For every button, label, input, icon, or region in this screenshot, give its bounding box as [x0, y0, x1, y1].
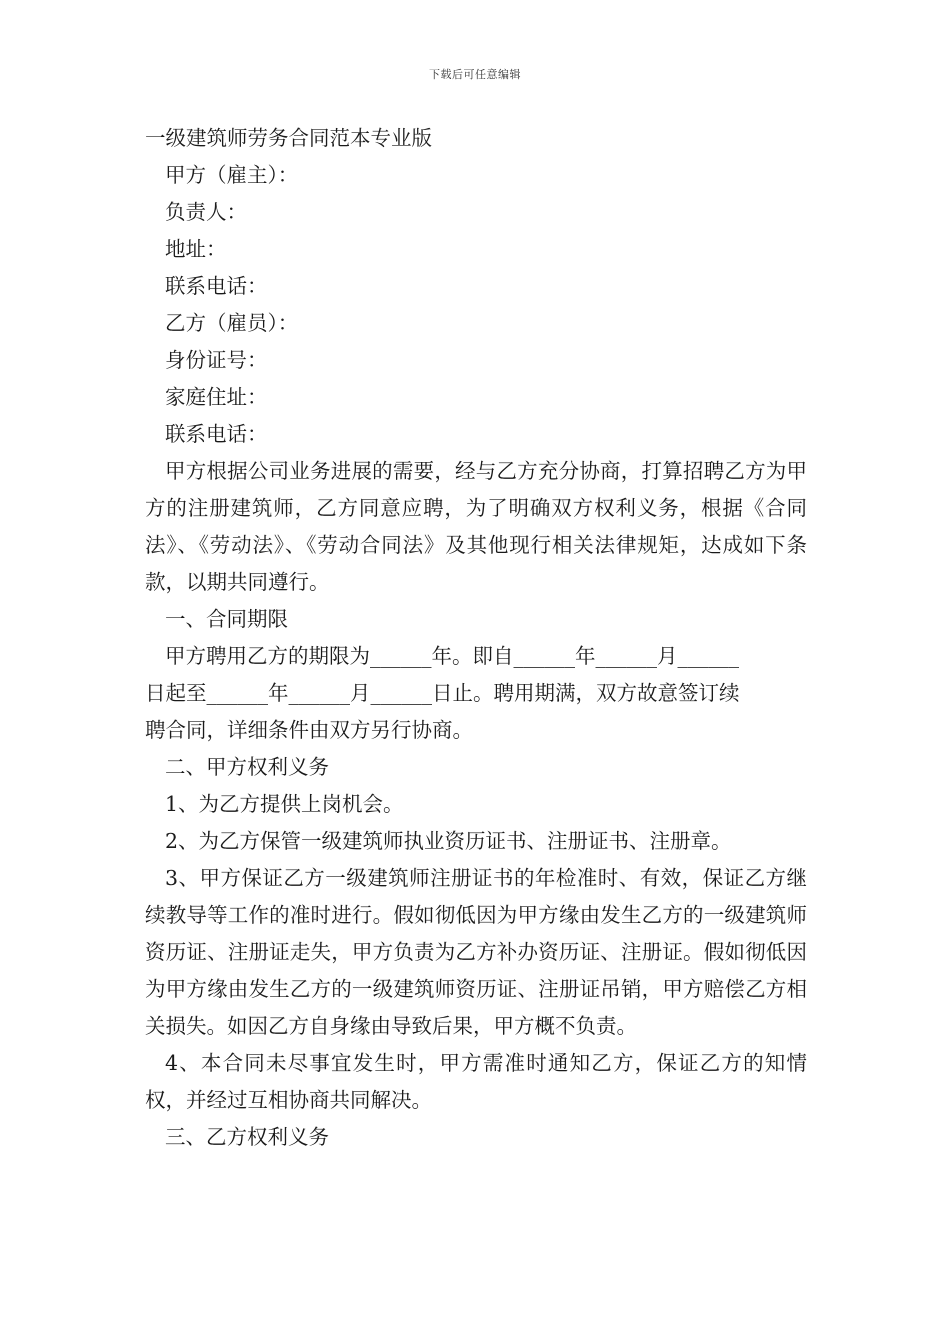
section1-line2: 日起至______年______月______日止。聘用期满，双方故意签订续	[145, 681, 740, 705]
party-a-label: 甲方（雇主）：	[165, 163, 299, 187]
section2-item4: 4、本合同未尽事宜发生时，甲方需准时通知乙方，保证乙方的知情权，并经过互相协商共同解决。	[145, 1051, 807, 1112]
preamble-paragraph: 甲方根据公司业务进展的需要，经与乙方充分协商，打算招聘乙方为甲方的注册建筑师，乙方同意应聘，为了明确双方权利义务，根据《合同法》、《劳动法》、《劳动合同法》及其他现行相关法律规矩，达成如下条款，以期共同遵行。	[145, 459, 807, 594]
party-b-label: 乙方（雇员）：	[165, 311, 299, 335]
section2-item3: 3、甲方保证乙方一级建筑师注册证书的年检准时、有效，保证乙方继续教导等工作的准时进行。假如彻低因为甲方缘由发生乙方的一级建筑师资历证、注册证走失，甲方负责为乙方补办资历证、注册证。假如彻低因为甲方缘由发生乙方的一级建筑师资历证、注册证吊销，甲方赔偿乙方相关损失。如因乙方自身缘由导致后果，甲方概不负责。	[145, 866, 807, 1038]
party-a-phone: 联系电话：	[165, 274, 268, 298]
contract-document	[145, 120, 807, 1156]
party-b-id: 身份证号：	[165, 348, 268, 372]
party-a-person: 负责人：	[165, 200, 247, 224]
section2-item2: 2、为乙方保管一级建筑师执业资历证书、注册证书、注册章。	[165, 829, 732, 853]
party-b-address: 家庭住址：	[165, 385, 268, 409]
section1-line1: 甲方聘用乙方的期限为______年。即自______年______月______	[165, 644, 739, 668]
section2-title: 二、甲方权利义务	[165, 755, 329, 779]
section3-title: 三、乙方权利义务	[165, 1125, 329, 1149]
page-header: 下载后可任意编辑	[429, 68, 521, 81]
party-b-phone: 联系电话：	[165, 422, 268, 446]
section1-title: 一、合同期限	[165, 607, 288, 631]
section2-item1: 1、为乙方提供上岗机会。	[165, 792, 404, 816]
section1-line3: 聘合同，详细条件由双方另行协商。	[145, 718, 473, 742]
party-a-address: 地址：	[165, 237, 227, 261]
document-title: 一级建筑师劳务合同范本专业版	[145, 126, 432, 150]
